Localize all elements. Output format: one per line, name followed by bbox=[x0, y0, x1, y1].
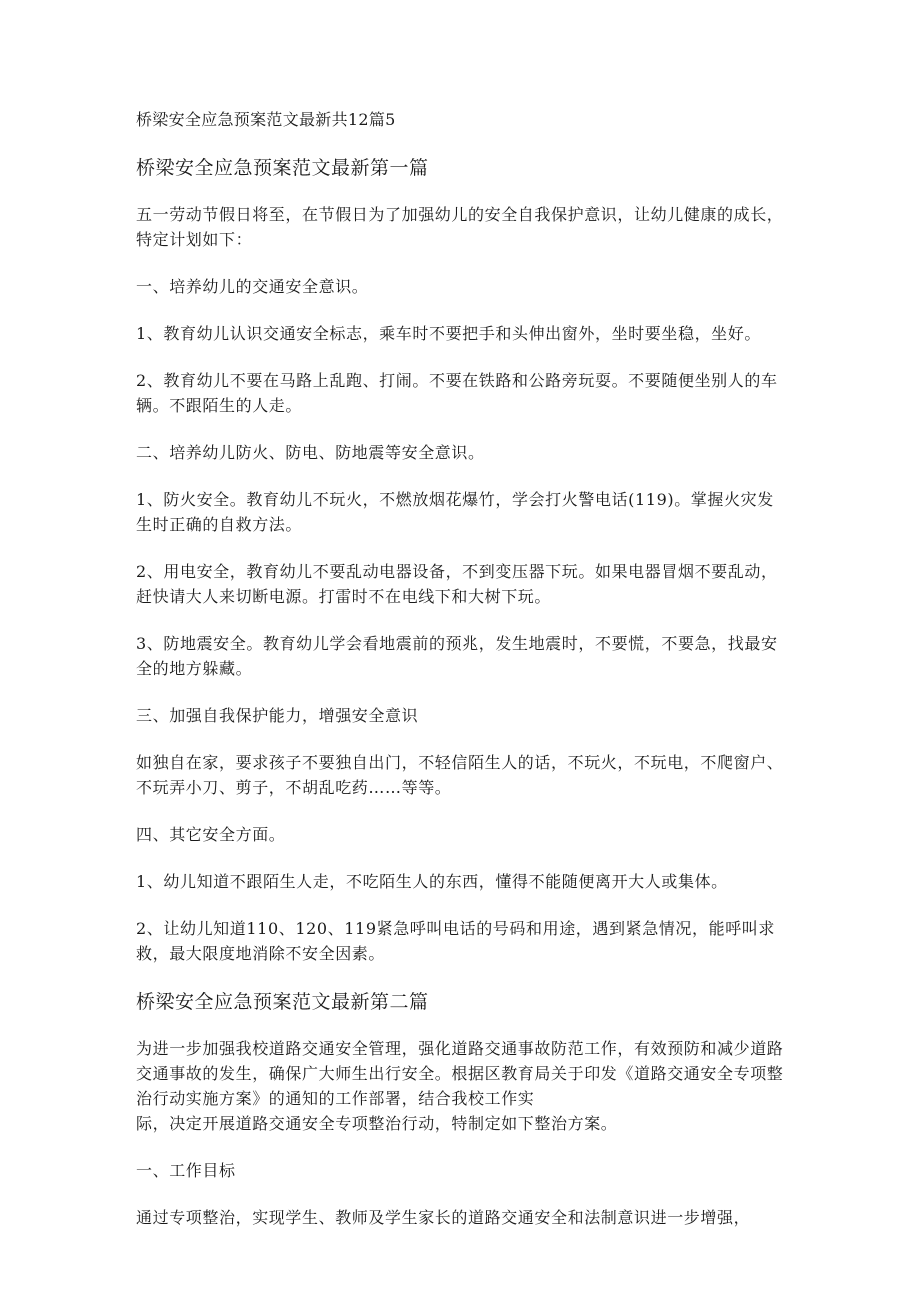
paragraph: 为进一步加强我校道路交通安全管理，强化道路交通事故防范工作，有效预防和减少道路交通事故的发生，确保广大师生出行安全。根据区教育局关于印发《道路交通安全专项整治行动实施方案》的通知的工作部署，结合我校工作实 bbox=[136, 1039, 784, 1108]
subheading: 四、其它安全方面。 bbox=[136, 825, 286, 844]
paragraph: 2、教育幼儿不要在马路上乱跑、打闹。不要在铁路和公路旁玩耍。不要随便坐别人的车辆。不跟陌生的人走。 bbox=[136, 371, 778, 415]
paragraph: 通过专项整治，实现学生、教师及学生家长的道路交通安全和法制意识进一步增强， bbox=[136, 1208, 751, 1227]
paragraph: 3、防地震安全。教育幼儿学会看地震前的预兆，发生地震时，不要慌，不要急，找最安全的地方躲藏。 bbox=[136, 634, 778, 678]
subheading: 一、培养幼儿的交通安全意识。 bbox=[136, 277, 369, 296]
paragraph: 际，决定开展道路交通安全专项整治行动，特制定如下整治方案。 bbox=[136, 1114, 618, 1133]
section-title: 桥梁安全应急预案范文最新第二篇 bbox=[136, 991, 429, 1013]
paragraph: 如独自在家，要求孩子不要独自出门，不轻信陌生人的话，不玩火，不玩电，不爬窗户、不玩弄小刀、剪子，不胡乱吃药……等等。 bbox=[136, 753, 784, 797]
section-2 bbox=[136, 988, 786, 1230]
paragraph: 1、教育幼儿认识交通安全标志，乘车时不要把手和头伸出窗外，坐时要坐稳，坐好。 bbox=[136, 324, 761, 343]
subheading: 一、工作目标 bbox=[136, 1161, 236, 1180]
document-title: 桥梁安全应急预案范文最新共12篇5 bbox=[136, 110, 396, 129]
paragraph: 五一劳动节假日将至，在节假日为了加强幼儿的安全自我保护意识，让幼儿健康的成长，特定计划如下： bbox=[136, 205, 784, 249]
paragraph: 2、让幼儿知道110、120、119紧急呼叫电话的号码和用途，遇到紧急情况，能呼叫求救，最大限度地消除不安全因素。 bbox=[136, 919, 775, 963]
paragraph: 2、用电安全，教育幼儿不要乱动电器设备，不到变压器下玩。如果电器冒烟不要乱动，赶快请大人来切断电源。打雷时不在电线下和大树下玩。 bbox=[136, 562, 778, 606]
paragraph: 1、幼儿知道不跟陌生人走，不吃陌生人的东西，懂得不能随便离开大人或集体。 bbox=[136, 872, 728, 891]
document-page bbox=[136, 108, 786, 1252]
paragraph: 1、防火安全。教育幼儿不玩火，不燃放烟花爆竹，学会打火警电话(119)。掌握火灾发生时正确的自救方法。 bbox=[136, 490, 774, 534]
section-1 bbox=[136, 154, 786, 966]
section-title: 桥梁安全应急预案范文最新第一篇 bbox=[136, 157, 429, 179]
subheading: 三、加强自我保护能力，增强安全意识 bbox=[136, 706, 419, 725]
subheading: 二、培养幼儿防火、防电、防地震等安全意识。 bbox=[136, 443, 485, 462]
